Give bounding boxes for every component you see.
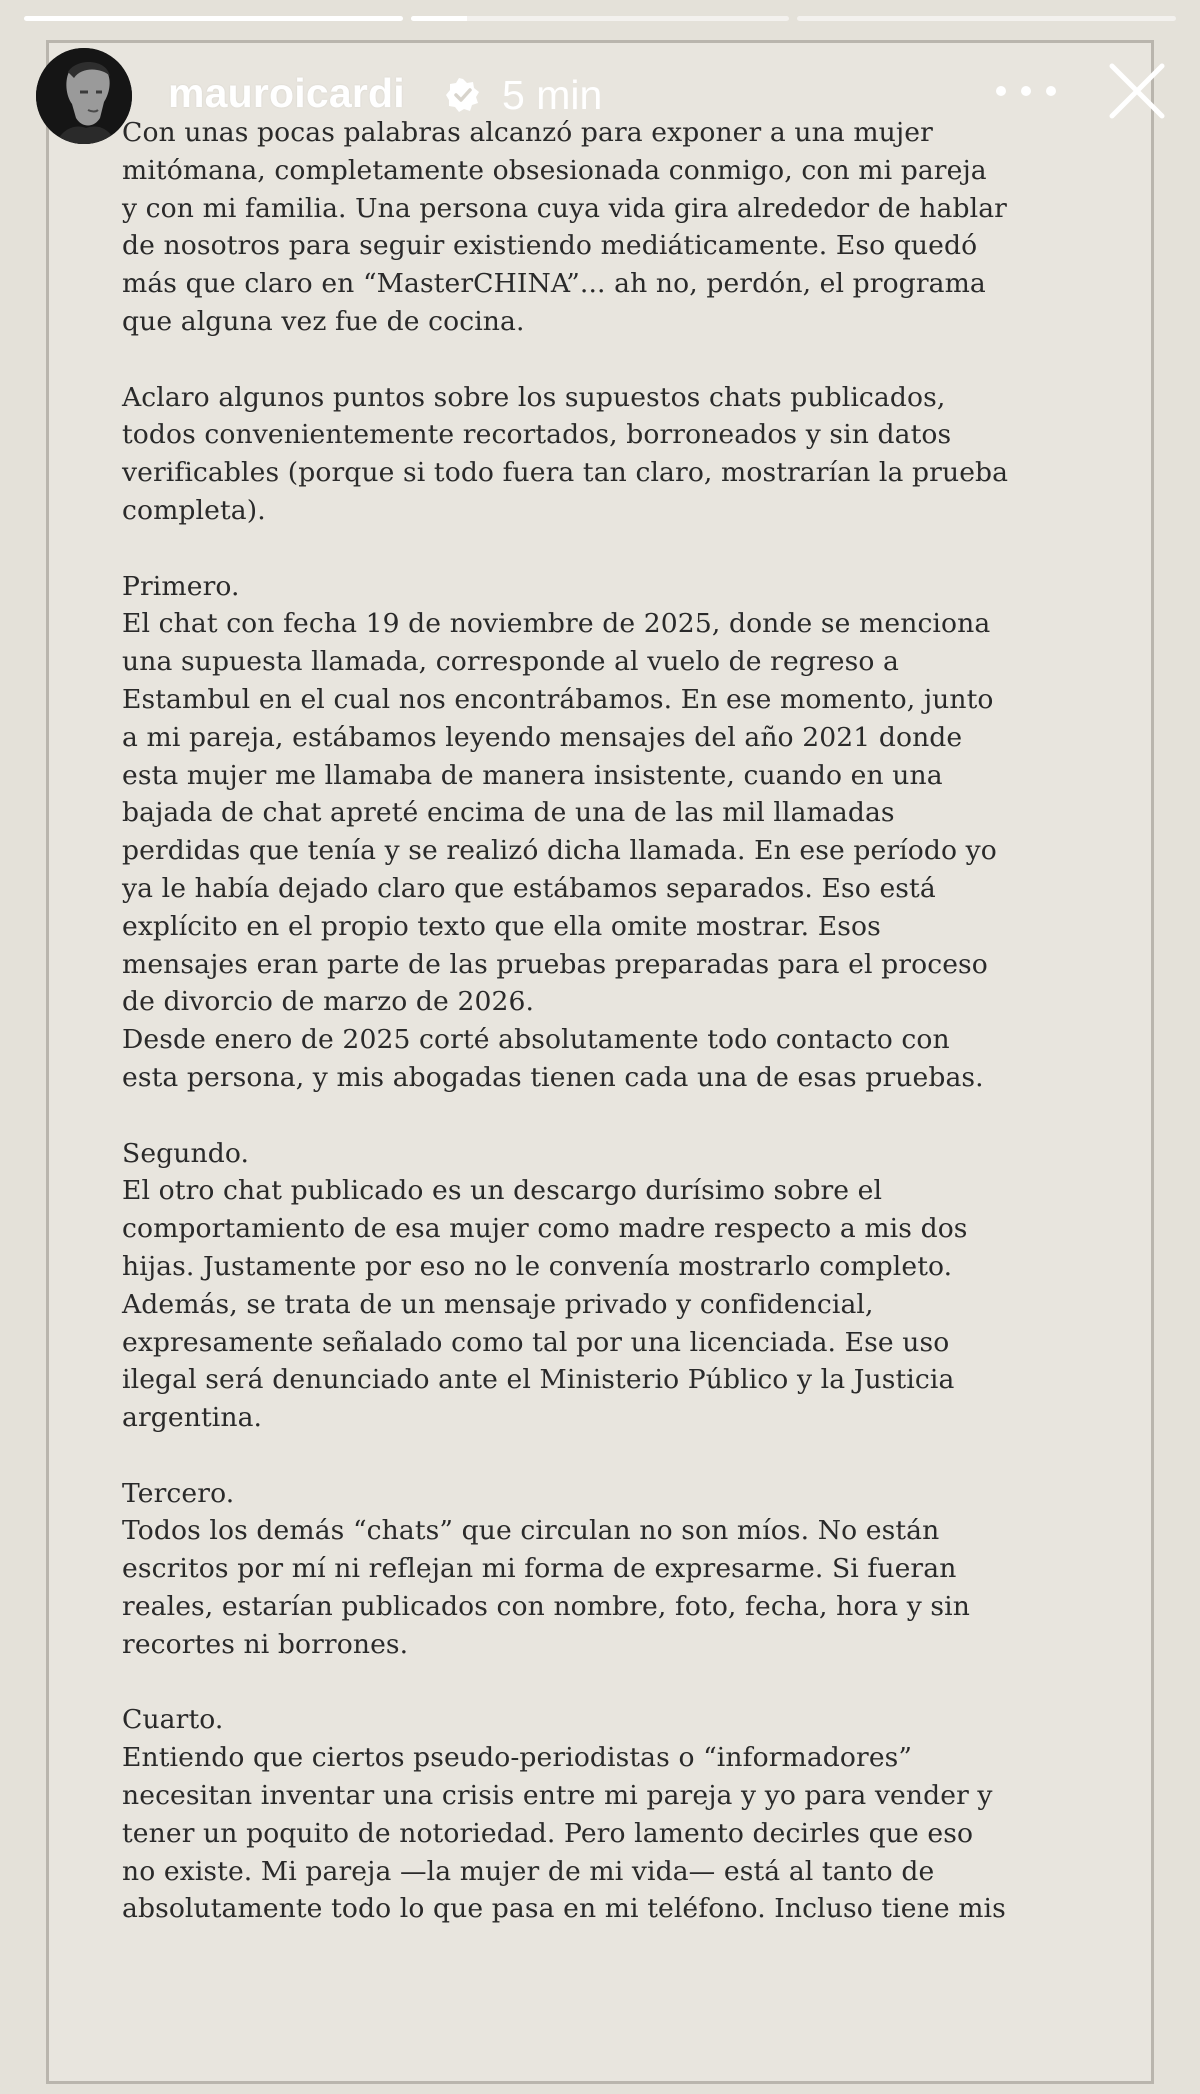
avatar-portrait-icon: [36, 48, 132, 144]
paragraph-clarification: Aclaro algunos puntos sobre los supuestos chats publicados, todos convenientemente recortados, borroneados y sin datos verificables (porque si todo fuera tan claro, mostrarían la prueba completa).: [122, 381, 1009, 526]
paragraph-second: Segundo. El otro chat publicado es un descargo durísimo sobre el comportamiento de esa mujer como madre respecto a mis dos hijas. Justamente por eso no le convenía mostrarlo completo. Además, se trata de un mensaje privado y confidencial, expresamente señalado como tal por una licenciada. Ese uso ilegal será denunciado ante el Ministerio Público y la Justicia argentina.: [122, 1137, 968, 1434]
paragraph-intro: Con unas pocas palabras alcanzó para exponer a una mujer mitómana, completamente obsesionada conmigo, con mi pareja y con mi familia. Una persona cuya vida gira alrededor de hablar de nosotros para seguir existiendo mediáticamente. Eso quedó más que claro en “MasterCHINA”... ah no, perdón, el programa que alguna vez fue de cocina.: [122, 117, 1007, 337]
verified-badge-icon: [446, 78, 480, 112]
paragraph-third: Tercero. Todos los demás “chats” que circulan no son míos. No están escritos por mí ni reflejan mi forma de expresarme. Si fueran reales, estarían publicados con nombre, foto, fecha, hora y sin recortes ni borrones.: [122, 1477, 971, 1660]
close-icon[interactable]: [1106, 60, 1168, 122]
username[interactable]: mauroicardi: [168, 70, 405, 116]
paragraph-first: Primero. El chat con fecha 19 de noviembre de 2025, donde se menciona una supuesta llamada, corresponde al vuelo de regreso a Estambul en el cual nos encontrábamos. En ese momento, junto a mi pareja, estábamos leyendo mensajes del año 2021 donde esta mujer me llamaba de manera insistente, cuando en una bajada de chat apreté encima de una de las mil llamadas perdidas que tenía y se realizó dicha llamada. En ese período yo ya le había dejado claro que estábamos separados. Eso está explícito en el propio texto que ella omite mostrar. Esos mensajes eran parte de las pruebas preparadas para el proceso de divorcio de marzo de 2026. Desde enero de 2025 corté absolutamente todo contacto con esta persona, y mis abogadas tienen cada una de esas pruebas.: [122, 570, 997, 1093]
progress-fill: [24, 16, 403, 21]
story-progress: [24, 16, 1176, 21]
story-header: [36, 46, 1164, 146]
story-text: [122, 114, 1112, 1966]
dot: [1046, 86, 1056, 96]
paragraph-fourth: Cuarto. Entiendo que ciertos pseudo-periodistas o “informadores” necesitan inventar una crisis entre mi pareja y yo para vender y tener un poquito de notoriedad. Pero lamento decirles que eso no existe. Mi pareja —la mujer de mi vida— está al tanto de absolutamente todo lo que pasa en mi teléfono. Incluso tiene mis: [122, 1704, 1006, 1925]
progress-fill: [411, 16, 468, 21]
post-time: 5 min: [502, 72, 603, 118]
progress-segment: [797, 16, 1176, 21]
avatar[interactable]: [36, 48, 132, 144]
more-options-icon[interactable]: [996, 76, 1056, 106]
progress-segment: [411, 16, 790, 21]
dot: [1021, 86, 1031, 96]
dot: [996, 86, 1006, 96]
progress-segment: [24, 16, 403, 21]
